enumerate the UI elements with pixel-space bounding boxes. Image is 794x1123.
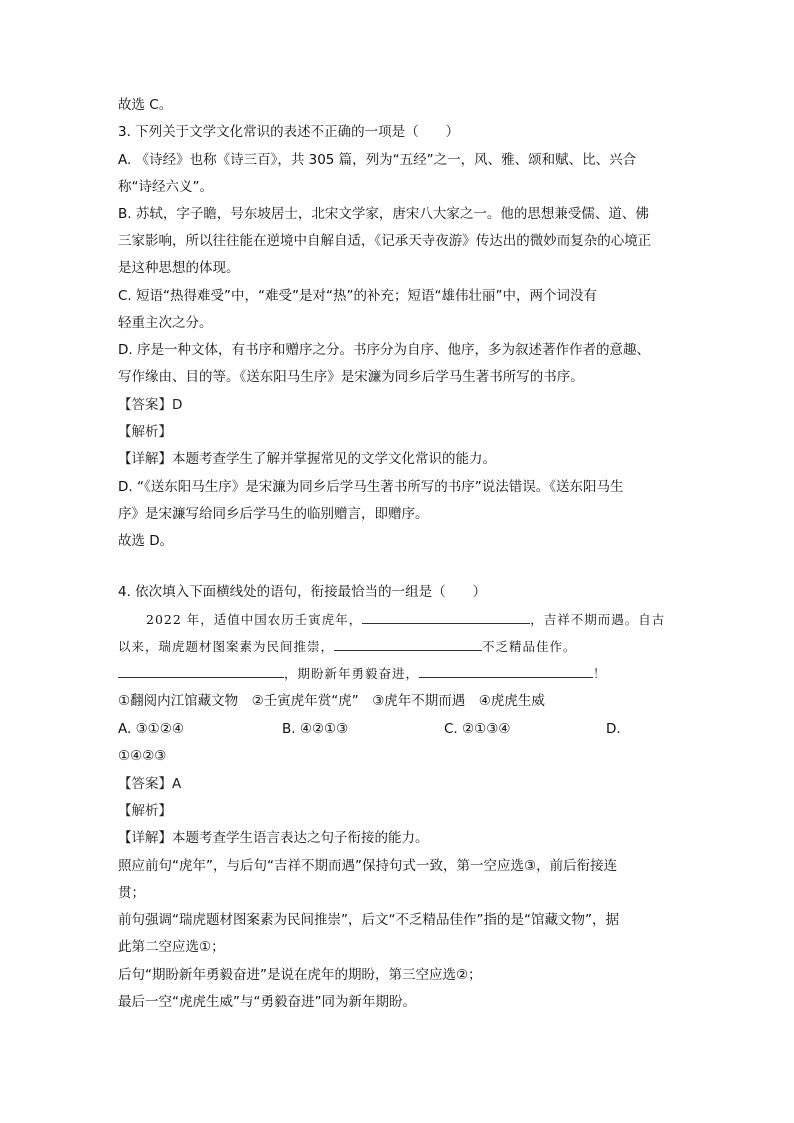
q4-explanation-2-line1: 前句强调“瑞虎题材图案素为民间推崇”，后文“不乏精品佳作”指的是“馆藏文物”，据: [118, 912, 619, 928]
q3-conclusion: 故选 D。: [118, 533, 174, 549]
passage-text: 2022 年，适值中国农历壬寅虎年，: [146, 612, 363, 627]
q4-passage-line3: [118, 665, 607, 683]
q3-detail-line3: 序》是宋濂写给同乡后学马生的临别赠言，即赠序。: [118, 506, 429, 522]
q3-option-c-line1: C. 短语“热得难受”中，“难受”是对“热”的补充；短语“雄伟壮丽”中，两个词没有: [118, 288, 597, 304]
q3-option-c-line2: 轻重主次之分。: [118, 315, 213, 331]
q4-explanation-3: 后句“期盼新年勇毅奋进”是说在虎年的期盼，第三空应选②；: [118, 967, 482, 983]
fill-blank-2: [334, 638, 482, 651]
q4-option-d-label: D.: [606, 721, 621, 737]
q3-detail: 【详解】本题考查学生了解并掌握常见的文学文化常识的能力。: [118, 451, 496, 467]
passage-text: ！: [593, 666, 607, 681]
fill-blank-1: [362, 611, 530, 624]
passage-text: ，期盼新年勇毅奋进，: [284, 666, 420, 681]
passage-text: 不乏精品佳作。: [482, 639, 577, 654]
q4-explanation-2-line2: 此第二空应选①；: [118, 939, 225, 955]
q4-analysis-heading: 【解析】: [118, 803, 172, 819]
q4-passage-line1: [146, 611, 665, 629]
q3-option-a-line1: A. 《诗经》也称《诗三百》，共 305 篇，列为“五经”之一，风、雅、颂和赋、比、兴合: [118, 152, 637, 168]
q4-detail: 【详解】本题考查学生语言表达之句子衔接的能力。: [118, 830, 429, 846]
q4-option-b: B. ④②①③: [282, 721, 349, 737]
q4-explanation-4: 最后一空“虎虎生威”与“勇毅奋进”同为新年期盼。: [118, 994, 416, 1010]
passage-text: ，吉祥不期而遇。自古: [530, 612, 666, 627]
q4-choices: ①翻阅内江馆藏文物 ②壬寅虎年赏“虎” ③虎年不期而遇 ④虎虎生威: [118, 693, 545, 709]
q3-detail-line2: D. “《送东阳马生序》是宋濂为同乡后学马生著书所写的书序”说法错误。《送东阳马生: [118, 479, 624, 495]
q3-option-b-line3: 是这种思想的体现。: [118, 260, 240, 276]
q3-option-a-line2: 称“诗经六义”。: [118, 179, 213, 195]
passage-text: 以来，瑞虎题材图案素为民间推崇，: [118, 639, 335, 654]
q4-passage-line2: [118, 638, 577, 656]
q3-option-d-line2: 写作缘由、目的等。《送东阳马生序》是宋濂为同乡后学马生著书所写的书序。: [118, 369, 584, 385]
q3-stem: 3. 下列关于文学文化常识的表述不正确的一项是（ ）: [118, 124, 460, 140]
q3-answer: 【答案】D: [118, 397, 183, 413]
q3-analysis-heading: 【解析】: [118, 424, 172, 440]
fill-blank-3: [118, 665, 284, 678]
q4-stem: 4. 依次填入下面横线处的语句，衔接最恰当的一组是（ ）: [118, 584, 487, 600]
q4-explanation-1-line2: 贯；: [118, 885, 145, 901]
q3-option-b-line2: 三家影响，所以往往能在逆境中自解自适，《记承天寺夜游》传达出的微妙而复杂的心境正: [118, 233, 652, 249]
prev-conclusion: 故选 C。: [118, 97, 173, 113]
q4-option-c: C. ②①③④: [444, 721, 511, 737]
q3-option-b-line1: B. 苏轼，字子瞻，号东坡居士，北宋文学家，唐宋八大家之一。他的思想兼受儒、道、佛: [118, 206, 649, 222]
q4-answer: 【答案】A: [118, 776, 182, 792]
q4-option-a: A. ③①②④: [118, 721, 184, 737]
q3-option-d-line1: D. 序是一种文体，有书序和赠序之分。书序分为自序、他序，多为叙述著作作者的意趣、: [118, 342, 650, 358]
q4-explanation-1-line1: 照应前句“虎年”，与后句“吉祥不期而遇”保持句式一致，第一空应选③，前后衔接连: [118, 858, 618, 874]
q4-option-d-value: ①④②③: [118, 748, 167, 764]
fill-blank-4: [419, 665, 593, 678]
